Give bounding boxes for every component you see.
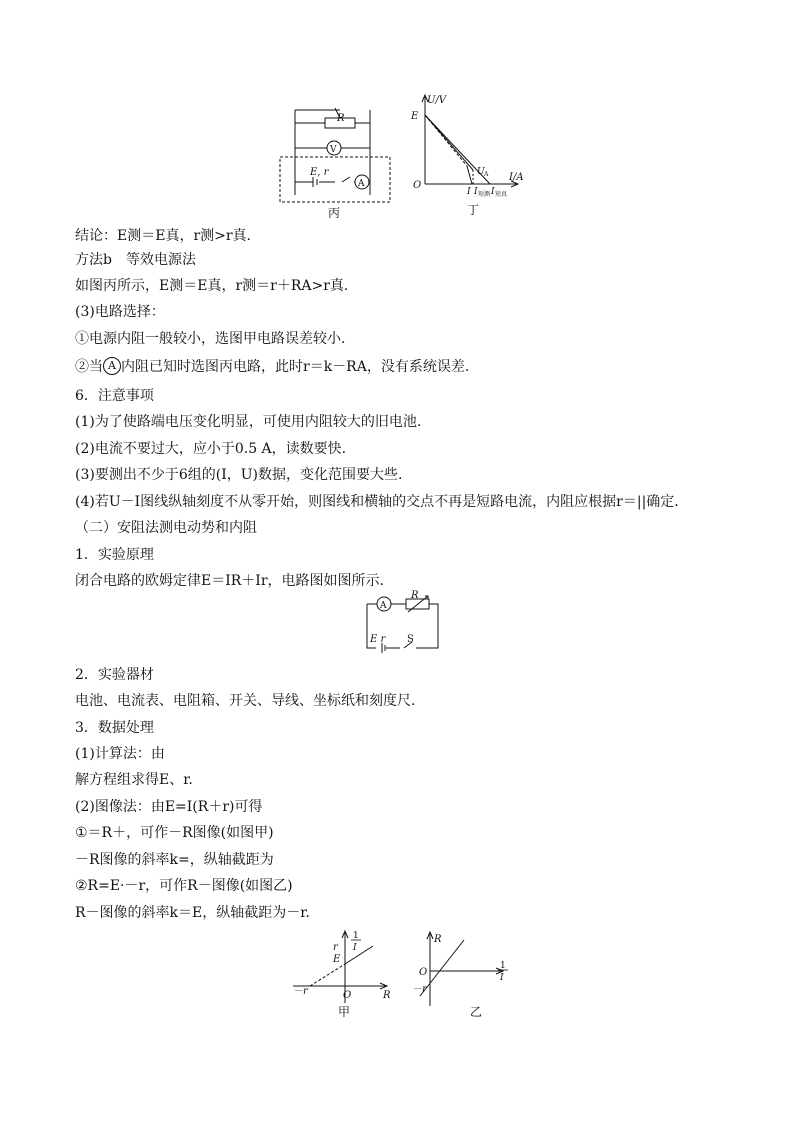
circuit-choice-heading: (3)电路选择： bbox=[75, 304, 165, 320]
ua-sub: A bbox=[484, 171, 489, 178]
method-b-heading: 方法b 等效电源法 bbox=[75, 252, 196, 268]
graph-jia bbox=[288, 928, 398, 1018]
source-label: E r bbox=[370, 634, 386, 645]
circuit-choice-2-post: 内阻已知时选图丙电路，此时r＝k－RA，没有系统误差. bbox=[121, 359, 470, 375]
notes-heading: 6．注意事项 bbox=[75, 388, 154, 404]
emf-label: E bbox=[411, 111, 419, 122]
equipment-text: 电池、电流表、电阻箱、开关、导线、坐标纸和刻度尺. bbox=[75, 693, 416, 709]
jia-x-R: R bbox=[383, 990, 391, 1001]
circuit-anzu bbox=[362, 592, 442, 658]
circuit-bing bbox=[270, 100, 400, 225]
origin-label: O bbox=[413, 180, 422, 191]
section-two-heading: （二）安阻法测电动势和内阻 bbox=[75, 520, 257, 536]
axis-x-label: I/A bbox=[509, 172, 524, 183]
principle-heading: 1．实验原理 bbox=[75, 547, 154, 563]
ammeter-label: A bbox=[358, 179, 365, 189]
method-b-text: 如图丙所示，E测＝E真，r测＝r＋RA>r真. bbox=[75, 278, 349, 294]
source-label: E, r bbox=[310, 167, 329, 178]
principle-text: 闭合电路的欧姆定律E＝IR＋Ir，电路图如图所示. bbox=[75, 573, 384, 589]
yi-y-R: R bbox=[434, 934, 442, 945]
ammeter-symbol: A bbox=[103, 357, 121, 375]
figure-label-jia: 甲 bbox=[338, 1005, 351, 1019]
switch-label: S bbox=[407, 634, 414, 645]
jia-y-one: 1 bbox=[353, 931, 359, 941]
axis-y-label: U/V bbox=[427, 95, 447, 106]
voltmeter-label: V bbox=[330, 145, 337, 155]
resistor-box-label: R bbox=[411, 590, 419, 601]
yi-neg-r: －r bbox=[412, 984, 427, 995]
graph-yi bbox=[412, 928, 522, 1028]
conclusion-line: 结论：E测＝E真，r测>r真. bbox=[75, 228, 252, 244]
jia-y-I: I bbox=[353, 943, 357, 953]
jia-neg-r: －r bbox=[293, 986, 308, 997]
graph-method-2: ②R=E·－r，可作R－图像(如图乙) bbox=[75, 878, 293, 894]
note-4: (4)若U－I图线纵轴刻度不从零开始，则图线和横轴的交点不再是短路电流，内阻应根据r＝||确定． bbox=[75, 494, 689, 510]
yi-origin: O bbox=[419, 967, 428, 978]
figure-label-ding: 丁 bbox=[467, 203, 480, 217]
yi-x-I: I bbox=[500, 973, 504, 983]
graph-method-2-slope: R－图像的斜率k＝E，纵轴截距为－r. bbox=[75, 905, 310, 921]
ammeter-label: A bbox=[380, 601, 387, 611]
jia-origin: O bbox=[343, 990, 352, 1001]
jia-E: E bbox=[333, 954, 341, 965]
figure-label-bing: 丙 bbox=[328, 206, 341, 220]
graph-method-1-slope: －R图像的斜率k=，纵轴截距为 bbox=[75, 852, 274, 868]
ua-label: U bbox=[477, 167, 485, 177]
i-short-true: I bbox=[491, 187, 495, 197]
i-short-meas-sub: 短测 bbox=[478, 191, 491, 198]
i-short-true-sub: 短真 bbox=[495, 191, 508, 198]
note-1: (1)为了使路端电压变化明显，可使用内阻较大的旧电池. bbox=[75, 414, 422, 430]
resistor-label: R bbox=[337, 113, 345, 124]
graph-ding bbox=[405, 92, 545, 222]
calc-method: (1)计算法：由 bbox=[75, 746, 165, 762]
circuit-choice-1: ①电源内阻一般较小，选图甲电路误差较小. bbox=[75, 331, 346, 347]
data-processing-heading: 3．数据处理 bbox=[75, 720, 154, 736]
circuit-choice-2-pre: ②当 bbox=[75, 359, 103, 375]
graph-method-1: ①＝R＋，可作－R图像(如图甲) bbox=[75, 825, 274, 841]
i-short-meas: I bbox=[474, 187, 478, 197]
equipment-heading: 2．实验器材 bbox=[75, 667, 154, 683]
circuit-choice-2 bbox=[75, 357, 469, 377]
i-label: I bbox=[467, 187, 471, 197]
graph-method: (2)图像法：由E=I(R＋r)可得 bbox=[75, 799, 263, 815]
jia-r: r bbox=[333, 942, 338, 953]
figure-label-yi: 乙 bbox=[470, 1005, 483, 1019]
solve-equations: 解方程组求得E、r. bbox=[75, 772, 193, 788]
yi-x-one: 1 bbox=[500, 961, 506, 971]
note-2: (2)电流不要过大，应小于0.5 A，读数要快. bbox=[75, 441, 347, 457]
note-3: (3)要测出不少于6组的(I，U)数据，变化范围要大些. bbox=[75, 467, 403, 483]
